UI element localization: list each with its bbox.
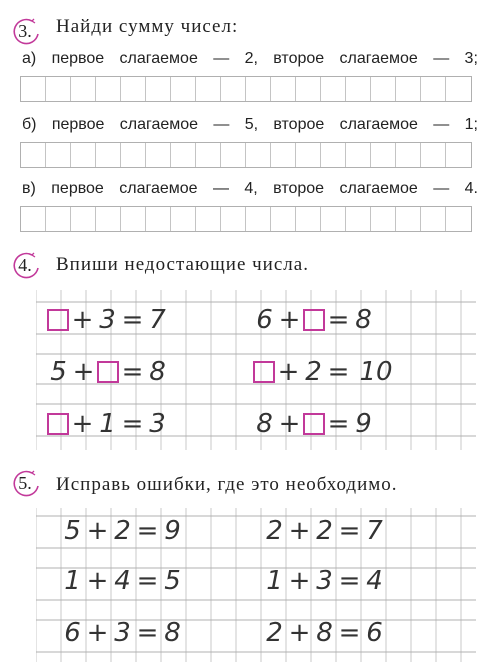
- answer-cell[interactable]: [146, 143, 171, 167]
- plus-sign: +: [277, 357, 300, 387]
- answer-cell[interactable]: [221, 77, 246, 101]
- answer-cell[interactable]: [371, 143, 396, 167]
- plus-sign: +: [71, 305, 94, 335]
- answer-cell[interactable]: [196, 77, 221, 101]
- answer-cell[interactable]: [21, 207, 46, 231]
- equation: [262, 566, 387, 596]
- answer-cell[interactable]: [396, 207, 421, 231]
- statement-word: а): [22, 50, 37, 67]
- answer-cell[interactable]: [321, 143, 346, 167]
- statement-word: первое: [51, 116, 105, 133]
- answer-cells[interactable]: [20, 142, 472, 168]
- equation: [252, 409, 376, 439]
- equals-sign: =: [136, 618, 159, 648]
- plus-sign: +: [72, 357, 95, 387]
- answer-cell[interactable]: [171, 207, 196, 231]
- answer-cell[interactable]: [296, 207, 321, 231]
- answer-cell[interactable]: [246, 143, 271, 167]
- missing-number-box[interactable]: [47, 413, 69, 435]
- task-number-badge: [10, 470, 40, 496]
- statement-word: слагаемое: [339, 116, 418, 133]
- answer-cell[interactable]: [321, 207, 346, 231]
- plus-sign: +: [288, 618, 311, 648]
- statement-word: второе: [273, 180, 325, 197]
- statement-word: 3;: [464, 50, 478, 67]
- answer-cell[interactable]: [421, 77, 446, 101]
- number: 3: [114, 618, 131, 648]
- equation: [46, 305, 170, 335]
- answer-cell[interactable]: [346, 143, 371, 167]
- number: 4: [366, 566, 383, 596]
- number: 7: [366, 516, 383, 546]
- equation: [46, 409, 170, 439]
- number: 1: [64, 566, 81, 596]
- answer-cell[interactable]: [246, 77, 271, 101]
- statement-word: второе: [273, 116, 325, 133]
- number: 4: [114, 566, 131, 596]
- answer-cells[interactable]: [20, 76, 472, 102]
- statement-word: слагаемое: [339, 180, 418, 197]
- equals-sign: =: [121, 305, 144, 335]
- answer-cell[interactable]: [121, 207, 146, 231]
- plus-sign: +: [288, 566, 311, 596]
- answer-cell[interactable]: [96, 77, 121, 101]
- equals-sign: =: [338, 516, 361, 546]
- answer-cell[interactable]: [446, 143, 471, 167]
- number: 9: [355, 409, 372, 439]
- statement-word: первое: [51, 180, 104, 197]
- answer-cell[interactable]: [421, 207, 446, 231]
- number: 3: [99, 305, 116, 335]
- statement-word: в): [22, 180, 36, 197]
- answer-cell[interactable]: [371, 207, 396, 231]
- number: 8: [316, 618, 333, 648]
- equation: [46, 357, 170, 387]
- answer-cell[interactable]: [21, 143, 46, 167]
- answer-cell[interactable]: [296, 77, 321, 101]
- equation: [262, 618, 387, 648]
- answer-cell[interactable]: [421, 143, 446, 167]
- number: 8: [149, 357, 166, 387]
- answer-cell[interactable]: [271, 77, 296, 101]
- equals-sign: =: [338, 618, 361, 648]
- statement-word: б): [22, 116, 37, 133]
- number: 2: [266, 516, 283, 546]
- number: 1: [266, 566, 283, 596]
- answer-cell[interactable]: [96, 207, 121, 231]
- equals-sign: =: [327, 409, 350, 439]
- number: 1: [99, 409, 116, 439]
- statement-word: 4,: [244, 180, 258, 197]
- plus-sign: +: [71, 409, 94, 439]
- task-number-badge: [10, 252, 40, 278]
- answer-cell[interactable]: [221, 143, 246, 167]
- statement-word: —: [213, 50, 230, 67]
- task-statement: [22, 116, 478, 134]
- answer-cell[interactable]: [71, 207, 96, 231]
- answer-cell[interactable]: [271, 143, 296, 167]
- answer-cell[interactable]: [46, 207, 71, 231]
- number: 3: [316, 566, 333, 596]
- equals-sign: =: [121, 357, 144, 387]
- number: 8: [256, 409, 273, 439]
- task-title: Впиши недостающие числа.: [56, 254, 309, 275]
- answer-cell[interactable]: [146, 77, 171, 101]
- answer-cell[interactable]: [446, 207, 471, 231]
- statement-word: слагаемое: [119, 180, 198, 197]
- answer-cell[interactable]: [446, 77, 471, 101]
- equation: [60, 566, 185, 596]
- number: 8: [355, 305, 372, 335]
- plus-sign: +: [86, 618, 109, 648]
- statement-word: —: [433, 180, 450, 197]
- number: 2: [316, 516, 333, 546]
- answer-cell[interactable]: [321, 77, 346, 101]
- task-statement: [22, 180, 478, 198]
- answer-cell[interactable]: [71, 77, 96, 101]
- answer-cell[interactable]: [346, 77, 371, 101]
- answer-cell[interactable]: [171, 143, 196, 167]
- plus-sign: +: [278, 409, 301, 439]
- statement-word: —: [433, 50, 450, 67]
- answer-cell[interactable]: [396, 77, 421, 101]
- answer-cell[interactable]: [71, 143, 96, 167]
- number: 2: [305, 357, 322, 387]
- statement-word: 5,: [244, 116, 259, 133]
- plus-sign: +: [86, 566, 109, 596]
- answer-cell[interactable]: [196, 207, 221, 231]
- missing-number-box[interactable]: [97, 361, 119, 383]
- equals-sign: =: [121, 409, 144, 439]
- answer-cell[interactable]: [221, 207, 246, 231]
- answer-cell[interactable]: [246, 207, 271, 231]
- equals-sign: =: [327, 305, 350, 335]
- task-number-badge: [10, 18, 40, 44]
- answer-cell[interactable]: [21, 77, 46, 101]
- equals-sign: =: [136, 566, 159, 596]
- equation: [60, 516, 185, 546]
- plus-sign: +: [278, 305, 301, 335]
- number: 6: [366, 618, 383, 648]
- answer-cell[interactable]: [196, 143, 221, 167]
- statement-word: —: [433, 116, 450, 133]
- answer-cell[interactable]: [46, 143, 71, 167]
- answer-cell[interactable]: [271, 207, 296, 231]
- statement-word: второе: [273, 50, 325, 67]
- statement-word: слагаемое: [119, 116, 199, 133]
- number: 2: [266, 618, 283, 648]
- task-number: 3.: [18, 20, 32, 41]
- task-title: Исправь ошибки, где это необходимо.: [56, 474, 398, 495]
- plus-sign: +: [86, 516, 109, 546]
- number: 9: [164, 516, 181, 546]
- answer-cell[interactable]: [96, 143, 121, 167]
- equation: [252, 357, 401, 387]
- equation: [60, 618, 185, 648]
- answer-cell[interactable]: [121, 143, 146, 167]
- number: 6: [64, 618, 81, 648]
- answer-cell[interactable]: [371, 77, 396, 101]
- equals-sign: =: [327, 357, 350, 387]
- missing-number-box[interactable]: [303, 309, 325, 331]
- number: 3: [149, 409, 166, 439]
- task-number: 4.: [18, 254, 32, 275]
- plus-sign: +: [288, 516, 311, 546]
- task-number: 5.: [18, 472, 32, 493]
- number: 2: [114, 516, 131, 546]
- missing-number-box[interactable]: [47, 309, 69, 331]
- statement-word: слагаемое: [339, 50, 418, 67]
- task-title: Найди сумму чисел:: [56, 16, 239, 37]
- answer-cells[interactable]: [20, 206, 472, 232]
- missing-number-box[interactable]: [303, 413, 325, 435]
- answer-cell[interactable]: [396, 143, 421, 167]
- statement-word: первое: [51, 50, 105, 67]
- number: 5: [50, 357, 67, 387]
- statement-word: —: [212, 180, 229, 197]
- missing-number-box[interactable]: [253, 361, 275, 383]
- number: 5: [64, 516, 81, 546]
- statement-word: 2,: [244, 50, 258, 67]
- number: 8: [164, 618, 181, 648]
- answer-cell[interactable]: [46, 77, 71, 101]
- equation: [252, 305, 376, 335]
- answer-cell[interactable]: [171, 77, 196, 101]
- statement-word: 4.: [464, 180, 478, 197]
- task-statement: [22, 50, 478, 68]
- equation: [262, 516, 387, 546]
- statement-word: —: [213, 116, 230, 133]
- statement-word: 1;: [464, 116, 478, 133]
- number: 5: [164, 566, 181, 596]
- answer-cell[interactable]: [346, 207, 371, 231]
- equals-sign: =: [338, 566, 361, 596]
- equals-sign: =: [136, 516, 159, 546]
- answer-cell[interactable]: [296, 143, 321, 167]
- answer-cell[interactable]: [121, 77, 146, 101]
- number: 7: [149, 305, 166, 335]
- answer-cell[interactable]: [146, 207, 171, 231]
- number: 10: [359, 357, 393, 387]
- statement-word: слагаемое: [119, 50, 198, 67]
- number: 6: [256, 305, 273, 335]
